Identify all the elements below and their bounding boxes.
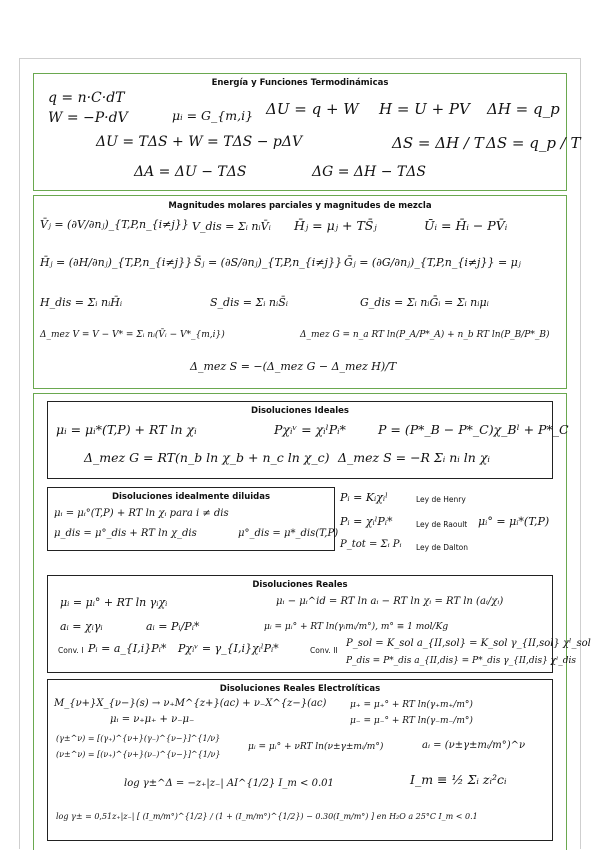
molar-title: Magnitudes molares parciales y magnitudes de mezcla — [168, 201, 432, 211]
molar-formula-5: H̄ⱼ = (∂H/∂nⱼ)_{T,P,n_{i≠j}} — [40, 256, 193, 269]
molar-formula-4: Ūᵢ = H̄ᵢ − PV̄ᵢ — [424, 218, 508, 233]
real-formula-1: μᵢ = μᵢ° + RT ln γᵢχᵢ — [60, 596, 168, 609]
electro-formula-9: log γ±^Δ = −z₊|z₋| AI^{1/2} I_m < 0.01 — [124, 778, 334, 789]
real-formula-3: aᵢ = χᵢγᵢ — [60, 620, 103, 633]
ideal-section — [47, 401, 569, 479]
thermo-formula-4: ΔU = q + W — [266, 100, 359, 118]
molar-formula-9: S_dis = Σᵢ nᵢS̄ᵢ — [210, 296, 288, 309]
dalton-label: Ley de Dalton — [416, 543, 468, 552]
dilute-section — [47, 487, 339, 551]
thermo-formula-5: H = U + PV — [379, 100, 470, 118]
real-formula-9: P_dis = P*_dis a_{II,dis} = P*_dis γ_{II,dis} χˡ_dis — [346, 656, 577, 666]
thermo-formula-7: ΔU = TΔS + W = TΔS − pΔV — [96, 134, 303, 150]
dalton-formula: P_tot = Σᵢ Pᵢ — [340, 539, 402, 550]
real-title: Disoluciones Reales — [252, 580, 348, 590]
electro-formula-7: μᵢ = μᵢ° + νRT ln(ν±γ±mᵢ/m°) — [248, 742, 384, 752]
conv-1-label: Conv. I — [58, 646, 84, 655]
electro-formula-2: μ₊ = μ₊° + RT ln(γ₊m₊/m°) — [350, 700, 473, 710]
raoult-label: Ley de Raoult — [416, 520, 468, 529]
molar-section — [33, 195, 567, 389]
electro-formula-5: (γ±^ν) = [(γ₊)^{ν+}(γ₋)^{ν−}]^{1/ν} — [56, 734, 221, 743]
real-formula-8: P_sol = K_sol a_{II,sol} = K_sol γ_{II,sol} χˡ_sol — [346, 638, 591, 649]
thermo-formula-1: q = n·C·dT — [48, 90, 125, 106]
molar-formula-7: Ḡⱼ = (∂G/∂nⱼ)_{T,P,n_{i≠j}} = μⱼ — [344, 256, 521, 269]
molar-formula-3: H̄ⱼ = μⱼ + TS̄ⱼ — [294, 218, 377, 233]
thermo-formula-11: ΔG = ΔH − TΔS — [312, 164, 426, 180]
thermo-formula-8: ΔS = ΔH / T — [392, 134, 484, 152]
molar-formula-8: H_dis = Σᵢ nᵢH̄ᵢ — [40, 296, 123, 309]
ideal-formula-2: Pχᵢᵛ = χᵢˡPᵢ* — [274, 422, 346, 437]
molar-formula-10: G_dis = Σᵢ nᵢḠᵢ = Σᵢ nᵢμᵢ — [360, 296, 489, 309]
real-formula-2: μᵢ − μᵢ^id = RT ln aᵢ − RT ln χᵢ = RT ln (aᵢ/χᵢ) — [276, 596, 504, 607]
ideal-title: Disoluciones Ideales — [251, 406, 349, 416]
dilute-formula-3: μ°_dis = μ*_dis(T,P) — [238, 528, 339, 539]
conv-2-label: Conv. II — [310, 646, 338, 655]
henry-formula: Pᵢ = Kᵢχᵢˡ — [340, 491, 388, 504]
real-section — [47, 575, 591, 673]
thermo-formula-6: ΔH = q_p — [487, 100, 560, 118]
electro-formula-4: μ₋ = μ₋° + RT ln(γ₋m₋/m°) — [350, 716, 473, 726]
ideal-formula-3: P = (P*_B − P*_C)χ_Bˡ + P*_C — [378, 422, 569, 437]
electro-formula-1: M_{ν+}X_{ν−}(s) → ν₊M^{z+}(ac) + ν₋X^{z−}(ac) — [54, 698, 327, 709]
henry-label: Ley de Henry — [416, 495, 466, 504]
electro-formula-6: (ν±^ν) = [(ν₊)^{ν+}(ν₋)^{ν−}]^{1/ν} — [56, 750, 221, 759]
thermo-title: Energía y Funciones Termodinámicas — [211, 78, 389, 88]
thermo-formula-9: ΔS = q_p / T — [486, 134, 581, 152]
thermo-section — [33, 73, 581, 191]
molar-formula-1: V̄ⱼ = (∂V/∂nⱼ)_{T,P,n_{i≠j}} — [40, 218, 189, 231]
thermo-formula-3: μᵢ = G_{m,i} — [172, 108, 254, 123]
electro-title: Disoluciones Reales Electrolíticas — [219, 684, 381, 694]
molar-formula-2: V_dis = Σᵢ nᵢV̄ᵢ — [192, 220, 271, 233]
thermo-formula-10: ΔA = ΔU − TΔS — [134, 164, 247, 180]
thermo-formula-2: W = −P·dV — [48, 110, 128, 126]
molar-formula-11: Δ_mez V = V − V* = Σᵢ nᵢ(V̄ᵢ − V*_{m,i}) — [40, 330, 225, 340]
real-formula-7: Pχᵢᵛ = γ_{I,i}χᵢˡPᵢ* — [178, 642, 279, 655]
real-formula-5: μᵢ = μᵢ° + RT ln(γᵢmᵢ/m°), m° ≡ 1 mol/Kg — [264, 622, 449, 632]
molar-formula-12: Δ_mez G = n_a RT ln(P_A/P*_A) + n_b RT ln(P_B/P*_B) — [300, 330, 550, 340]
real-formula-4: aᵢ = Pᵢ/Pᵢ* — [146, 620, 200, 633]
raoult-formula: Pᵢ = χᵢˡPᵢ* — [340, 515, 393, 528]
electro-formula-10: I_m ≡ ½ Σᵢ zᵢ²cᵢ — [410, 772, 507, 787]
electro-section — [47, 679, 553, 841]
ideal-formula-4: Δ_mez G = RT(n_b ln χ_b + n_c ln χ_c) — [84, 450, 330, 465]
dilute-title: Disoluciones idealmente diluidas — [111, 492, 271, 502]
ideal-formula-1: μᵢ = μᵢ*(T,P) + RT ln χᵢ — [56, 422, 197, 437]
molar-formula-13: Δ_mez S = −(Δ_mez G − Δ_mez H)/T — [190, 360, 397, 373]
raoult-extra-formula: μᵢ° = μᵢ*(T,P) — [478, 515, 550, 528]
molar-formula-6: S̄ⱼ = (∂S/∂nⱼ)_{T,P,n_{i≠j}} — [194, 256, 342, 269]
electro-formula-3: μᵢ = ν₊μ₊ + ν₋μ₋ — [110, 714, 195, 725]
dilute-formula-1: μᵢ = μᵢ°(T,P) + RT ln χᵢ para i ≠ dis — [54, 508, 229, 519]
electro-formula-8: aᵢ = (ν±γ±mᵢ/m°)^ν — [422, 740, 526, 751]
formula-sheet — [19, 58, 591, 849]
ideal-formula-5: Δ_mez S = −R Σᵢ nᵢ ln χᵢ — [338, 450, 490, 465]
dilute-formula-2: μ_dis = μ°_dis + RT ln χ_dis — [54, 528, 197, 539]
real-formula-6: Pᵢ = a_{I,i}Pᵢ* — [88, 642, 167, 655]
electro-formula-11: log γ± = 0,51z₊|z₋| [ (I_m/m°)^{1/2} / (1 + (I_m/m°)^{1/2}) − 0.30(I_m/m°) ] en H₂O a 25°C I_m < 0.1 — [56, 812, 478, 821]
